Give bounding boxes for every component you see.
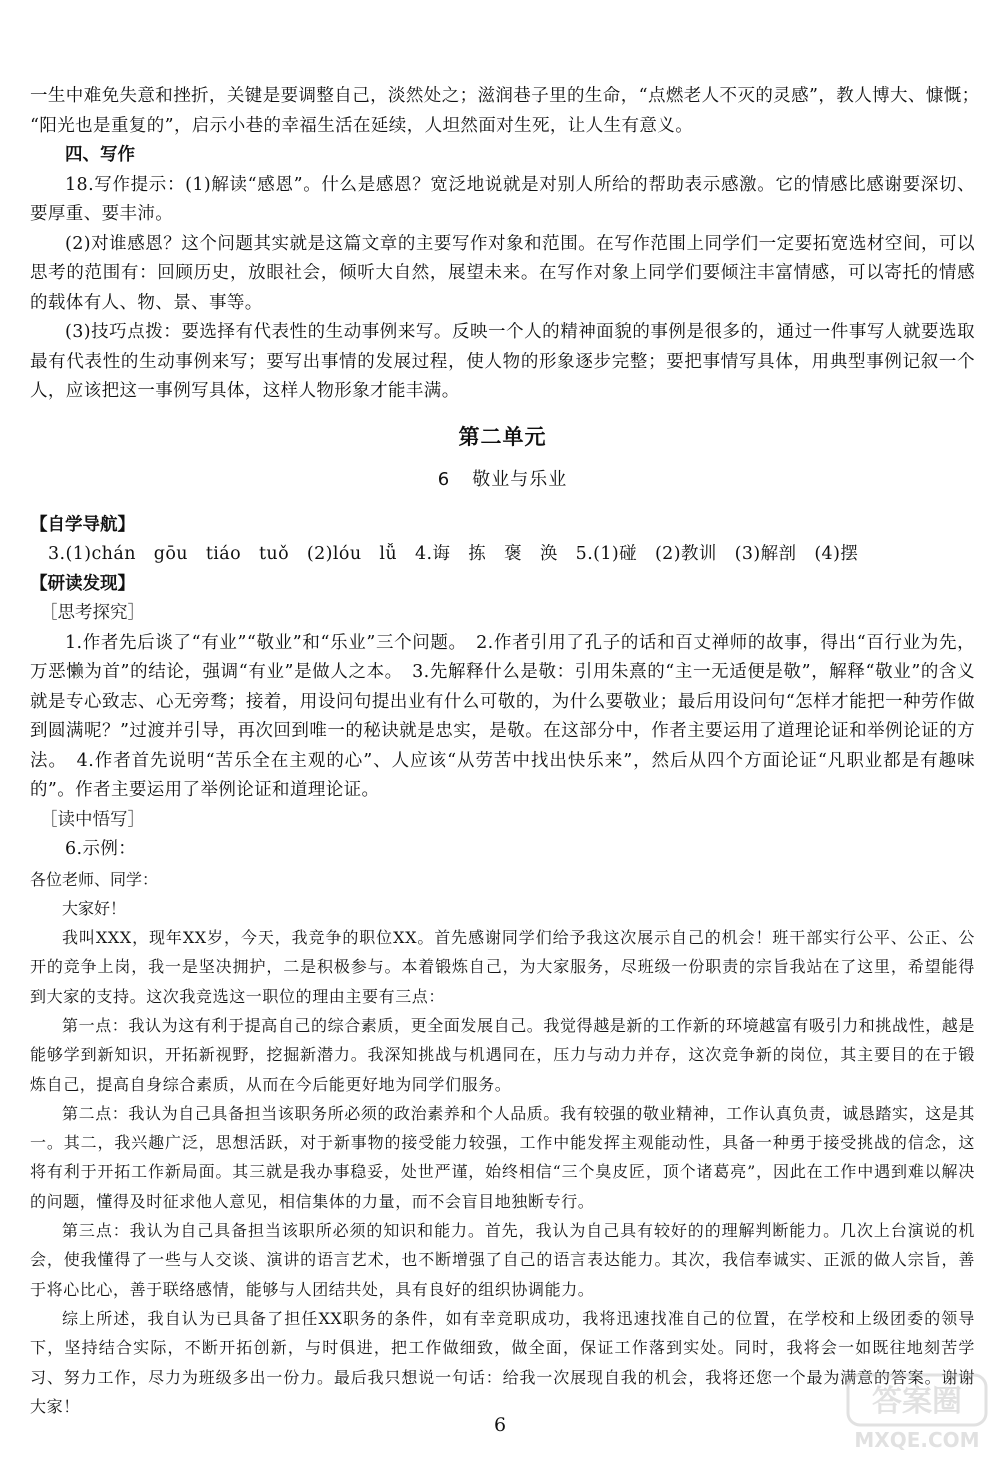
self-study-answers: 3.(1)chán gōu tiáo tuǒ (2)lóu lǚ 4.诲 拣 褒 涣 5.(1)碰 (2)教训 (3)解剖 (4)摆 [48, 544, 859, 564]
speech-greeting: 大家好！ [62, 898, 127, 918]
lesson-number: 6 [437, 468, 451, 490]
document-page [30, 82, 980, 1421]
lesson-title [30, 465, 975, 491]
writing-paragraph-1: 18.写作提示：(1)解读“感恩”。什么是感恩？宽泛地说就是对别人所给的帮助表示感激。它的情感比感谢要深切、要厚重、要丰沛。 [30, 174, 975, 224]
speech-paragraph-3: 第二点：我认为自己具备担当该职务所必须的政治素养和个人品质。我有较强的敬业精神，工作认真负责，诚恳踏实，这是其一。其二，我兴趣广泛，思想活跃，对于新事物的接受能力较强，工作中能发挥主观能动性，具备一种勇于接受挑战的信念，这将有利于开拓工作新局面。其三就是我办事稳妥，处世严谨，始终相信“三个臭皮匠，顶个诸葛亮”，因此在工作中遇到难以解决的问题，懂得及时征求他人意见，相信集体的力量，而不会盲目地独断专行。 [30, 1103, 976, 1211]
self-study-heading: 【自学导航】 [30, 514, 135, 535]
read-write-heading: ［读中悟写］ [40, 809, 145, 830]
top-paragraph-line-2: “阳光也是重复的”，启示小巷的幸福生活在延续，人坦然面对生死，让人生有意义。 [30, 115, 694, 136]
writing-heading: 四、写作 [65, 145, 135, 165]
watermark-text-top: 答案圈 [872, 1384, 962, 1419]
lesson-name: 敬业与乐业 [472, 468, 568, 490]
writing-paragraph-3: (3)技巧点拨：要选择有代表性的生动事例来写。反映一个人的精神面貌的事例是很多的，通过一件事写人就要选取最有代表性的生动事例来写；要写出事情的发展过程，使人物的形象逐步完整；要把事情写具体，用典型事例记叙一个人，应该把这一事例写具体，这样人物形象才能丰满。 [30, 322, 975, 401]
think-explore-answers: 1.作者先后谈了“有业”“敬业”和“乐业”三个问题。 2.作者引用了孔子的话和百丈禅师的故事，得出“百行业为先，万恶懒为首”的结论，强调“有业”是做人之本。 3.先解释什么是敬：引用朱熹的“主一无适便是敬”，解释“敬业”的含义就是专心致志、心无旁骛；接着，用设问句提出业有什么可敬的，为什么要敬业；最后用设问句“怎样才能把一种劳作做到圆满呢？”过渡并引导，再次回到唯一的秘诀就是忠实，是敬。在这部分中，作者主要运用了道理论证和举例论证的方法。 4.作者首先说明“苦乐全在主观的心”、人应该“从劳苦中找出快乐来”，然后从四个方面论证“凡职业都是有趣味的”。作者主要运用了举例论证和道理论证。 [30, 632, 975, 800]
watermark-logo [842, 1371, 992, 1453]
speech-paragraph-2: 第一点：我认为这有利于提高自己的综合素质，更全面发展自己。我觉得越是新的工作新的环境越富有吸引力和挑战性，越是能够学到新知识，开拓新视野，挖掘新潜力。我深知挑战与机遇同在，压力与动力并存，这次竞争新的岗位，其主要目的在于锻炼自己，提高自身综合素质，从而在今后能更好地为同学们服务。 [30, 1015, 976, 1094]
unit-title: 第二单元 [458, 424, 547, 449]
page-number: 6 [493, 1414, 507, 1436]
watermark-text-bottom: MXQE.COM [854, 1428, 980, 1452]
speech-paragraph-1: 我叫XXX，现年XX岁，今天，我竞争的职位XX。首先感谢同学们给予我这次展示自己的机会！班干部实行公平、公正、公开的竞争上岗，我一是坚决拥护，二是积极参与。本着锻炼自己，为大家服务，尽班级一份职责的宗旨我站在了这里，希望能得到大家的支持。这次我竞选这一职位的理由主要有三点： [30, 928, 975, 1006]
think-explore-heading: ［思考探究］ [40, 603, 145, 623]
writing-paragraph-2: (2)对谁感恩？这个问题其实就是这篇文章的主要写作对象和范围。在写作范围上同学们一定要拓宽选材空间，可以思考的范围有：回顾历史，放眼社会，倾听大自然，展望未来。在写作对象上同学们要倾注丰富情感，可以寄托的情感的载体有人、物、景、事等。 [30, 233, 975, 313]
top-paragraph-line-1: 一生中难免失意和挫折，关键是要调整自己，淡然处之；滋润巷子里的生命，“点燃老人不灭的灵感”，教人博大、慷慨； [30, 86, 980, 106]
speech-salutation: 各位老师、同学： [30, 869, 159, 889]
speech-paragraph-4: 第三点：我认为自己具备担当该职所必须的知识和能力。首先，我认为自己具有较好的的理解判断能力。几次上台演说的机会，使我懂得了一些与人交谈、演讲的语言艺术，也不断增强了自己的语言表达能力。其次，我信奉诚实、正派的做人宗旨，善于将心比心，善于联络感情，能够与人团结共处，具有良好的组织协调能力。 [30, 1221, 975, 1299]
research-heading: 【研读发现】 [30, 573, 135, 594]
speech-paragraph-5: 综上所述，我自认为已具备了担任XX职务的条件，如有幸竞职成功，我将迅速找准自己的位置，在学校和上级团委的领导下，坚持结合实际，不断开拓创新，与时俱进，把工作做细致，做全面，保证工作落到实处。同时，我将会一如既往地刻苦学习、努力工作，尽力为班级多出一份力。最后我只想说一句话：给我一次展现自我的机会，我将还您一个最为满意的答案。谢谢大家！ [30, 1308, 975, 1416]
example-label: 6.示例： [65, 839, 137, 859]
